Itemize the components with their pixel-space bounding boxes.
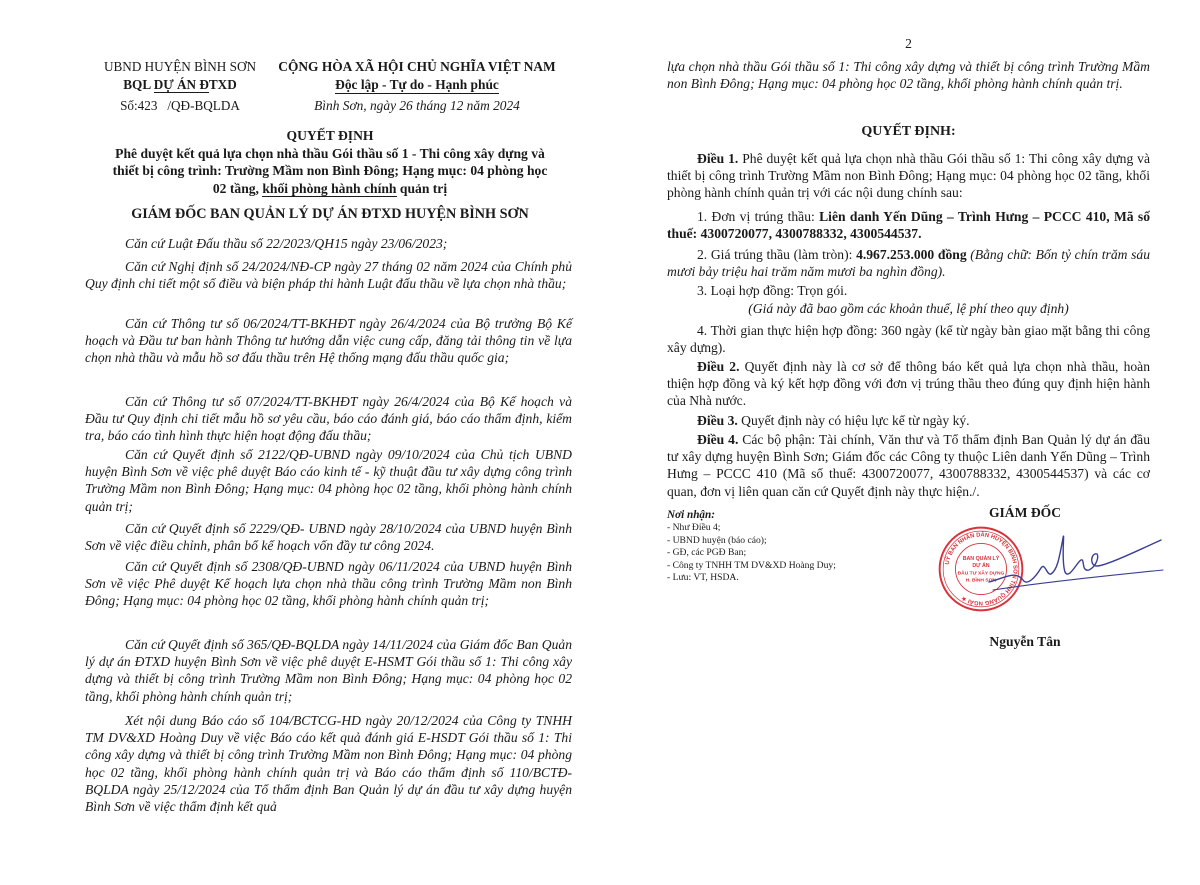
agency-parent: UBND HUYỆN BÌNH SƠN bbox=[103, 59, 257, 74]
article-3: Điều 3. Quyết định này có hiệu lực kể từ ngày ký. bbox=[697, 413, 970, 428]
decision-heading: QUYẾT ĐỊNH bbox=[286, 128, 374, 143]
svg-text:UỶ BAN NHÂN DÂN HUYỆN BÌNH SƠN: UỶ BAN NHÂN DÂN HUYỆN BÌNH SƠN TỈNH QUẢNG NGÃI ★ bbox=[944, 532, 1018, 606]
recipient-item: - Công ty TNHH TM DV&XD Hoàng Duy; bbox=[667, 559, 836, 571]
winning-price: 4.967.253.000 đồng bbox=[856, 247, 967, 262]
ground-paragraph: Căn cứ Quyết định số 365/QĐ-BQLDA ngày 14/11/2024 của Giám đốc Ban Quản lý dự án ĐTXD huyện Bình Sơn về việc phê duyệt E-HSMT Gói thầu số 1: Thi công xây dựng và thiết bị công trình Trường Mầm non Bình Đông; Hạng mục: 04 phòng học 02 tầng, khối phòng hành chính quản trị; bbox=[85, 637, 572, 704]
issuer-heading: GIÁM ĐỐC BAN QUẢN LÝ DỰ ÁN ĐTXD HUYỆN BÌNH SƠN bbox=[131, 206, 529, 222]
signature-block bbox=[925, 505, 1125, 649]
page-number: 2 bbox=[905, 36, 912, 51]
recipients-list bbox=[667, 508, 927, 585]
agency-name: BQL DỰ ÁN ĐTXD bbox=[123, 77, 237, 92]
ground-paragraph: Căn cứ Quyết định số 2122/QĐ-UBND ngày 09/10/2024 của Chủ tịch UBND huyện Bình Sơn về việc phê duyệt Báo cáo kinh tế - kỹ thuật đầu tư xây dựng công trình Trường Mầm non Bình Đông; Hạng mục: 04 phòng học 02 tầng, khối phòng hành chính quản trị; bbox=[85, 447, 572, 514]
ground-paragraph: Căn cứ Quyết định số 2308/QĐ-UBND ngày 06/11/2024 của UBND huyện Bình Sơn về việc Phê duyệt Kế hoạch lựa chọn nhà thầu công trình Trường Mầm non Bình Đông; Hạng mục: 04 phòng học 02 tầng, khối phòng hành chính quản trị; bbox=[85, 559, 572, 609]
svg-text:H. BÌNH SƠN: H. BÌNH SƠN bbox=[965, 578, 997, 584]
recipient-item: - UBND huyện (báo cáo); bbox=[667, 534, 767, 546]
recipient-item: - GĐ, các PGĐ Ban; bbox=[667, 547, 747, 559]
national-title: CỘNG HÒA XÃ HỘI CHỦ NGHĨA VIỆT NAM bbox=[278, 59, 556, 74]
article-1-item-1: 1. Đơn vị trúng thầu: Liên danh Yến Dũng – Trình Hưng – PCCC 410, Mã số thuế: 4300720077, 4300788332, 4300544537. bbox=[667, 209, 1150, 242]
winning-bidder: Liên danh Yến Dũng – Trình Hưng – PCCC 410, Mã số thuế: 4300720077, 4300788332, 4300544537. bbox=[667, 209, 1150, 242]
ground-paragraph: Căn cứ Nghị định số 24/2024/NĐ-CP ngày 27 tháng 02 năm 2024 của Chính phủ Quy định chi tiết một số điều và biện pháp thi hành Luật đấu thầu về lựa chọn nhà thầu; bbox=[85, 259, 572, 292]
handwritten-signature-icon bbox=[985, 520, 1165, 600]
decision-subject-line-3: 02 tầng, khối phòng hành chính quản trị bbox=[212, 180, 448, 196]
recipient-item: - Như Điều 4; bbox=[667, 522, 721, 533]
document-header bbox=[90, 58, 570, 118]
article-1-item-4: 4. Thời gian thực hiện hợp đồng: 360 ngày (kể từ ngày bàn giao mặt bằng thi công xây dựng). bbox=[667, 323, 1150, 356]
ground-paragraph: Căn cứ Thông tư số 07/2024/TT-BKHĐT ngày 26/4/2024 của Bộ Kế hoạch và Đầu tư Quy định chi tiết mẫu hồ sơ yêu cầu, báo cáo đánh giá, báo cáo thẩm định, kiểm tra, báo cáo tình hình thực hiện hoạt động đấu thầu; bbox=[85, 394, 572, 444]
article-1: Điều 1. Phê duyệt kết quả lựa chọn nhà thầu Gói thầu số 1: Thi công xây dựng và thiết bị công trình Trường Mầm non Bình Đông; Hạng mục: 04 phòng học 02 tầng, khối phòng hành chính quản trị với các nội dung chính sau: bbox=[667, 151, 1150, 201]
recipients-title: Nơi nhận: bbox=[667, 509, 715, 521]
ground-paragraph: Căn cứ Thông tư số 06/2024/TT-BKHĐT ngày 26/4/2024 của Bộ trưởng Bộ Kế hoạch và Đầu tư ban hành Thông tư hướng dẫn việc cung cấp, đăng tải thông tin về lựa chọn nhà thầu và mẫu hồ sơ đấu thầu trên Hệ thống mạng đấu thầu quốc gia; bbox=[85, 316, 572, 366]
ground-continuation: lựa chọn nhà thầu Gói thầu số 1: Thi công xây dựng và thiết bị công trình Trường Mầm non Bình Đông; Hạng mục: 04 phòng học 02 tầng, khối phòng hành chính quản trị. bbox=[667, 59, 1150, 92]
svg-text:BAN QUẢN LÝ: BAN QUẢN LÝ bbox=[962, 556, 1000, 563]
signer-name: Nguyễn Tân bbox=[989, 634, 1061, 649]
recipient-item: - Lưu: VT, HSDA. bbox=[667, 572, 739, 584]
signer-role: GIÁM ĐỐC bbox=[988, 505, 1062, 520]
national-motto: Độc lập - Tự do - Hạnh phúc bbox=[335, 77, 499, 92]
svg-text:ĐẦU TƯ XÂY DỰNG: ĐẦU TƯ XÂY DỰNG bbox=[957, 571, 1005, 577]
decision-subject-line-1: Phê duyệt kết quả lựa chọn nhà thầu Gói thầu số 1 - Thi công xây dựng và bbox=[115, 145, 545, 161]
decision-subject-line-2: thiết bị công trình: Trường Mầm non Bình Đông; Hạng mục: 04 phòng học bbox=[112, 163, 548, 178]
ground-paragraph: Căn cứ Quyết định số 2229/QĐ- UBND ngày 28/10/2024 của UBND huyện Bình Sơn về việc điều chỉnh, phân bổ kế hoạch vốn đầy tư công 2024. bbox=[85, 521, 572, 554]
price-note: (Giá này đã bao gồm các khoản thuế, lệ phí theo quy định) bbox=[748, 301, 1069, 316]
article-1-item-2: 2. Giá trúng thầu (làm tròn): 4.967.253.000 đồng (Bằng chữ: Bốn tỷ chín trăm sáu mươi bảy triệu hai trăm năm mươi ba nghìn đồng). bbox=[667, 247, 1150, 280]
article-4: Điều 4. Các bộ phận: Tài chính, Văn thư và Tổ thẩm định Ban Quản lý dự án đầu tư xây dựng huyện Bình Sơn; Giám đốc các Công ty thuộc Liên danh Yến Dũng – Trình Hưng – PCCC 410 (Mã số thuế: 4300720077, 4300788332, 4300544537) và các cơ quan, đơn vị liên quan căn cứ Quyết định này thực hiện./. bbox=[667, 432, 1150, 499]
svg-text:DỰ ÁN: DỰ ÁN bbox=[972, 563, 990, 570]
ground-paragraph: Căn cứ Luật Đấu thầu số 22/2023/QH15 ngày 23/06/2023; bbox=[125, 236, 448, 251]
decision-title bbox=[80, 127, 580, 197]
decision-operative-heading: QUYẾT ĐỊNH: bbox=[861, 124, 956, 139]
article-1-item-3: 3. Loại hợp đồng: Trọn gói. bbox=[697, 283, 848, 298]
issuing-agency-block bbox=[90, 58, 270, 115]
ground-paragraph: Xét nội dung Báo cáo số 104/BCTCG-HD ngày 20/12/2024 của Công ty TNHH TM DV&XD Hoàng Duy về việc Báo cáo kết quả đánh giá E-HSDT Gói thầu số 1: Thi công xây dựng và thiết bị công trình Trường Mầm non Bình Đông; Hạng mục: 04 phòng học 02 tầng, khối phòng hành chính quản trị và Báo cáo thẩm định số 110/BCTĐ-BQLDA ngày 25/12/2024 của Tổ thẩm định Ban Quản lý dự án đầu tư xây dựng huyện Bình Sơn về việc thẩm định kết quả bbox=[85, 713, 572, 815]
place-date: Bình Sơn, ngày 26 tháng 12 năm 2024 bbox=[314, 98, 520, 113]
article-2: Điều 2. Quyết định này là cơ sở để thông báo kết quả lựa chọn nhà thầu, hoàn thiện hợp đồng và ký kết hợp đồng với đơn vị trúng thầu theo đúng quy định hiện hành của Nhà nước. bbox=[667, 359, 1150, 409]
document-number: Số:423 /QĐ-BQLDA bbox=[120, 98, 240, 113]
national-motto-block bbox=[262, 58, 572, 115]
